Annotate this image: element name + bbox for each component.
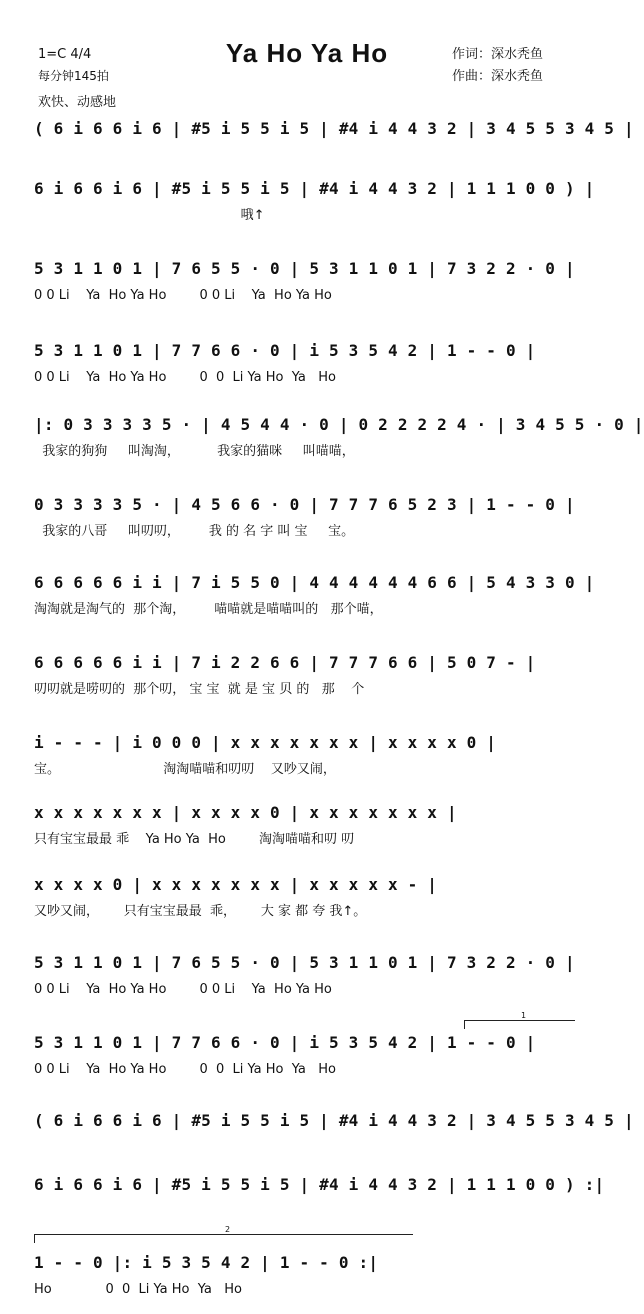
volta-bracket-1: 1 — [464, 1020, 575, 1029]
note-row: 5 3 1 1 0 1 | 7 7 6 6 · 0 | i 5 3 5 4 2 | 1 - - 0 | — [34, 341, 536, 360]
lyric-row — [34, 146, 579, 166]
staff-line — [0, 1108, 634, 1164]
staff-line — [0, 570, 614, 626]
lyric-row: 又吵又闹， 只有宝宝最最 乖， 大 家 都 夸 我↑。 — [34, 904, 367, 919]
lyric-row — [34, 1202, 579, 1222]
staff-line — [0, 1030, 614, 1086]
lyric-row: 宝。 淘淘喵喵和叨叨 又吵又闹， — [34, 762, 336, 777]
staff-line — [0, 116, 634, 172]
staff-line — [0, 800, 614, 856]
lyric-row: 0 0 Li Ya Ho Ya Ho 0 0 Li Ya Ho Ya Ho — [34, 1062, 337, 1077]
note-row: x x x x x x x | x x x x 0 | x x x x x x x | — [34, 803, 457, 822]
lyric-row: 0 0 Li Ya Ho Ya Ho 0 0 Li Ya Ho Ya Ho — [34, 982, 332, 997]
note-row: 1 - - 0 |: i 5 3 5 4 2 | 1 - - 0 :| — [34, 1253, 379, 1272]
note-row: |: 0 3 3 3 3 5 · | 4 5 4 4 · 0 | 0 2 2 2 2 4 · | 3 4 5 5 · 0 | — [34, 415, 644, 434]
lyric-row: 我家的狗狗 叫淘淘， 我家的猫咪 叫喵喵， — [34, 444, 355, 459]
staff-line — [0, 338, 614, 394]
staff-line — [0, 872, 614, 928]
staff-line — [0, 730, 614, 786]
note-row: 6 i 6 6 i 6 | #5 i 5 5 i 5 | #4 i 4 4 3 2 | 1 1 1 0 0 ) | — [34, 179, 595, 198]
tempo-marking: 每分钟145拍 — [38, 69, 109, 83]
note-row: ( 6 i 6 6 i 6 | #5 i 5 5 i 5 | #4 i 4 4 3 2 | 3 4 5 5 3 4 5 | — [34, 119, 634, 138]
lyric-row: 叨叨就是唠叨的 那个叨， 宝 宝 就 是 宝 贝 的 那 个 — [34, 682, 365, 697]
lyric-row: 0 0 Li Ya Ho Ya Ho 0 0 Li Ya Ho Ya Ho — [34, 288, 332, 303]
note-row: 5 3 1 1 0 1 | 7 6 5 5 · 0 | 5 3 1 1 0 1 | 7 3 2 2 · 0 | — [34, 953, 575, 972]
lyric-row: 淘淘就是淘气的 那个淘， 喵喵就是喵喵叫的 那个喵， — [34, 602, 383, 617]
note-row: 0 3 3 3 3 5 · | 4 5 6 6 · 0 | 7 7 7 6 5 2 3 | 1 - - 0 | — [34, 495, 575, 514]
note-row: 5 3 1 1 0 1 | 7 6 5 5 · 0 | 5 3 1 1 0 1 | 7 3 2 2 · 0 | — [34, 259, 575, 278]
lyric-row: 0 0 Li Ya Ho Ya Ho 0 0 Li Ya Ho Ya Ho — [34, 370, 337, 385]
note-row: i - - - | i 0 0 0 | x x x x x x x | x x x x 0 | — [34, 733, 497, 752]
lyric-row: Ho 0 0 Li Ya Ho Ya Ho — [34, 1282, 242, 1297]
staff-line — [0, 412, 644, 468]
note-row: 5 3 1 1 0 1 | 7 7 6 6 · 0 | i 5 3 5 4 2 | 1 - - 0 | — [34, 1033, 536, 1052]
note-row: 6 i 6 6 i 6 | #5 i 5 5 i 5 | #4 i 4 4 3 2 | 1 1 1 0 0 ) :| — [34, 1175, 605, 1194]
staff-line — [0, 1172, 614, 1228]
lyric-row: 只有宝宝最最 乖 Ya Ho Ya Ho 淘淘喵喵和叨 叨 — [34, 832, 355, 847]
lyric-row: 我家的八哥 叫叨叨， 我 的 名 字 叫 宝 宝。 — [34, 524, 355, 539]
staff-line — [0, 492, 614, 548]
staff-line — [0, 176, 614, 232]
composer-credit: 作曲：深水秃鱼 — [452, 69, 544, 84]
staff-line — [0, 650, 614, 706]
lyric-row — [34, 1138, 579, 1158]
note-row: x x x x 0 | x x x x x x x | x x x x x - | — [34, 875, 438, 894]
staff-line — [0, 256, 614, 312]
expression-marking: 欢快、动感地 — [38, 95, 117, 110]
song-title: Ya Ho Ya Ho — [225, 38, 389, 68]
volta-bracket-2: 2 — [34, 1234, 413, 1243]
note-row: 6 6 6 6 6 i i | 7 i 2 2 6 6 | 7 7 7 6 6 | 5 0 7 - | — [34, 653, 536, 672]
note-row: 6 6 6 6 6 i i | 7 i 5 5 0 | 4 4 4 4 4 4 6 6 | 5 4 3 3 0 | — [34, 573, 595, 592]
lyric-row: 哦↑ — [34, 208, 265, 223]
key-signature: 1=C 4/4 — [38, 47, 92, 62]
staff-line — [0, 950, 614, 1006]
note-row: ( 6 i 6 6 i 6 | #5 i 5 5 i 5 | #4 i 4 4 3 2 | 3 4 5 5 3 4 5 | — [34, 1111, 634, 1130]
lyricist-credit: 作词：深水秃鱼 — [452, 47, 544, 62]
staff-line — [0, 1250, 614, 1306]
